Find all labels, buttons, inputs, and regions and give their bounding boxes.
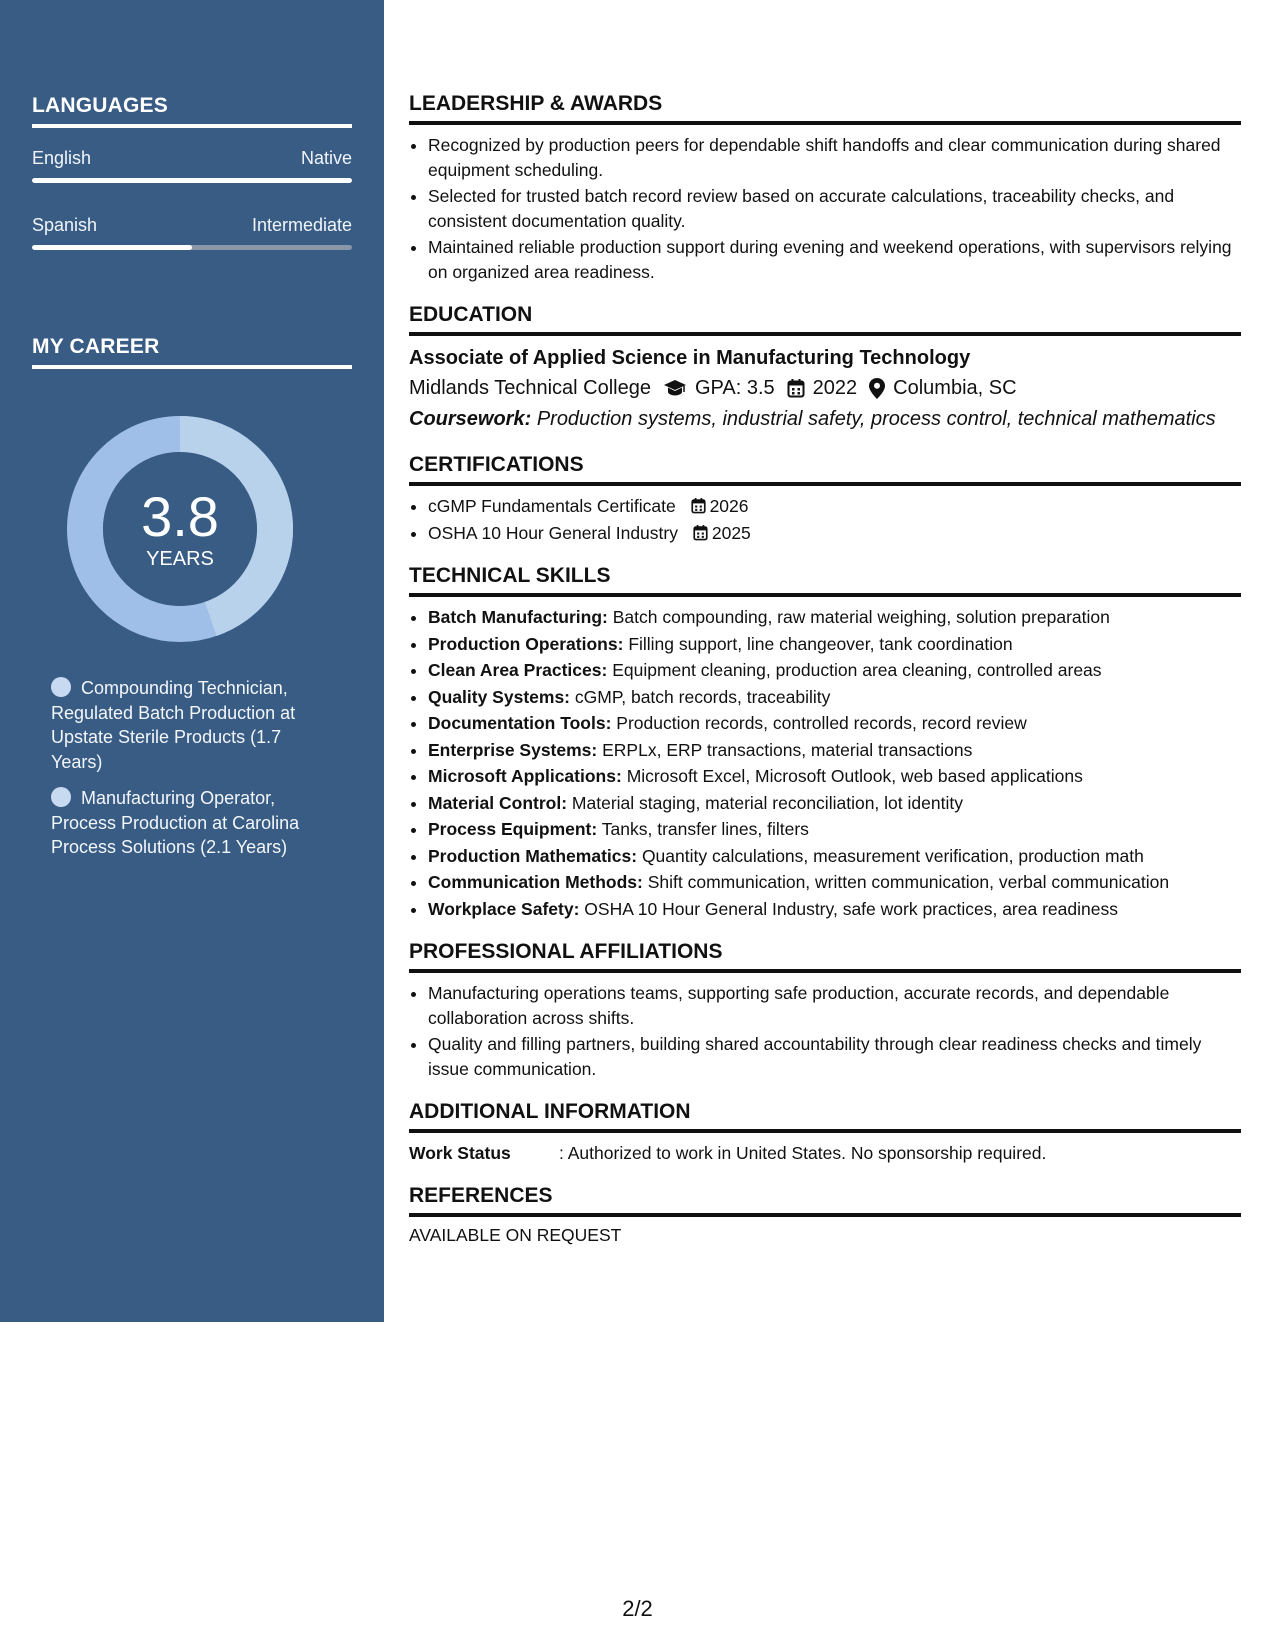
language-name: Spanish (32, 215, 98, 235)
skill-item (428, 632, 1241, 657)
certification-year: 2026 (709, 496, 749, 516)
education-details (409, 372, 1241, 404)
language-spanish (32, 215, 352, 250)
main-content (409, 92, 1241, 1265)
skill-item (428, 870, 1241, 895)
skill-value: Production records, controlled records, record review (616, 713, 1027, 733)
calendar-icon (693, 524, 708, 541)
skill-item (428, 791, 1241, 816)
graduation-cap-icon (663, 379, 687, 397)
calendar-icon (787, 378, 805, 398)
coursework-text: Production systems, industrial safety, process control, technical mathematics (536, 408, 1216, 430)
skill-item (428, 605, 1241, 630)
skill-item (428, 658, 1241, 683)
calendar-icon (691, 497, 706, 514)
skill-value: Material staging, material reconciliation, lot identity (571, 792, 963, 813)
page-number: 2/2 (622, 1596, 653, 1621)
school-name: Midlands Technical College (409, 377, 651, 399)
language-bar-fill (32, 245, 192, 250)
references-text: AVAILABLE ON REQUEST (409, 1225, 622, 1245)
graduation-year: 2022 (812, 377, 858, 399)
additional-section (409, 1100, 1241, 1165)
language-level: Intermediate (251, 215, 352, 235)
skill-value: Batch compounding, raw material weighing, solution preparation (612, 607, 1110, 627)
leadership-heading: LEADERSHIP & AWARDS (409, 92, 1241, 125)
skill-label: Quality Systems: (428, 686, 570, 707)
work-status-row (409, 1141, 1241, 1165)
education-section (409, 303, 1241, 434)
skills-section (409, 564, 1241, 921)
career-unit: YEARS (146, 547, 214, 570)
language-bar (32, 178, 352, 183)
skill-label: Communication Methods: (428, 872, 643, 892)
certification-year: 2025 (711, 522, 751, 543)
references-heading: REFERENCES (409, 1184, 1241, 1217)
skill-item (428, 844, 1241, 869)
languages-section (32, 94, 352, 250)
certification-item (428, 494, 1241, 519)
skill-value: Shift communication, written communication, verbal communication (647, 872, 1170, 892)
languages-heading: LANGUAGES (32, 94, 352, 128)
skill-item (428, 685, 1241, 710)
career-heading: MY CAREER (32, 335, 352, 369)
certification-name: cGMP Fundamentals Certificate (428, 496, 676, 516)
skill-value: Equipment cleaning, production area cleaning, controlled areas (612, 660, 1102, 680)
language-level: Native (300, 148, 352, 168)
skill-item (428, 764, 1241, 789)
skills-heading: TECHNICAL SKILLS (409, 564, 1241, 597)
language-name: English (32, 148, 92, 168)
career-item-text: Compounding Technician, Regulated Batch Production at Upstate Sterile Products (1.7 Years) (51, 678, 296, 772)
skill-label: Production Mathematics: (428, 845, 638, 866)
affiliations-section (409, 940, 1241, 1081)
education-heading: EDUCATION (409, 303, 1241, 336)
sidebar (0, 0, 384, 1322)
donut-center (65, 414, 295, 644)
skill-value: Microsoft Excel, Microsoft Outlook, web based applications (626, 766, 1083, 786)
skill-label: Workplace Safety: (428, 898, 580, 919)
certification-name: OSHA 10 Hour General Industry (428, 522, 678, 543)
work-status-label: Work Status (409, 1143, 511, 1163)
list-item: • Selected for trusted batch record review based on accurate calculations, traceability checks, and consistent documentation quality. (428, 184, 1241, 233)
skill-value: Quantity calculations, measurement verification, production math (641, 845, 1144, 866)
career-item-text: Manufacturing Operator, Process Production at Carolina Process Solutions (2.1 Years) (51, 788, 300, 857)
skill-value: Tanks, transfer lines, filters (601, 819, 809, 839)
school-location: Columbia, SC (893, 377, 1017, 399)
certifications-heading: CERTIFICATIONS (409, 453, 1241, 486)
skill-label: Enterprise Systems: (428, 739, 598, 760)
references-section (409, 1184, 1241, 1246)
skill-item (428, 711, 1241, 736)
list-item: • Manufacturing operations teams, supporting safe production, accurate records, and dependable collaboration across shifts. (428, 981, 1241, 1030)
coursework-label: Coursework: (409, 408, 532, 430)
affiliations-heading: PROFESSIONAL AFFILIATIONS (409, 940, 1241, 973)
bullet-dot-icon (51, 677, 71, 697)
career-item (51, 676, 321, 774)
career-donut (65, 414, 295, 644)
skill-label: Microsoft Applications: (428, 766, 622, 786)
skill-label: Clean Area Practices: (428, 660, 608, 680)
career-section (32, 335, 352, 369)
skill-label: Batch Manufacturing: (428, 607, 608, 627)
work-status-value: : Authorized to work in United States. No sponsorship required. (559, 1143, 1047, 1163)
skill-label: Production Operations: (428, 633, 624, 654)
skill-value: OSHA 10 Hour General Industry, safe work practices, area readiness (584, 898, 1118, 919)
language-bar (32, 245, 352, 250)
additional-heading: ADDITIONAL INFORMATION (409, 1100, 1241, 1133)
degree: Associate of Applied Science in Manufacturing Technology (409, 347, 971, 369)
certification-item (428, 521, 1241, 546)
language-bar-fill (32, 178, 352, 183)
list-item: • Maintained reliable production support during evening and weekend operations, with supervisors relying on organized area readiness. (428, 235, 1241, 284)
skill-value: ERPLx, ERP transactions, material transactions (602, 739, 973, 760)
skill-label: Material Control: (428, 792, 568, 813)
leadership-section (409, 92, 1241, 284)
list-item: • Recognized by production peers for dependable shift handoffs and clear communication during shared equipment scheduling. (428, 133, 1241, 182)
skill-item (428, 897, 1241, 922)
coursework (409, 404, 1241, 434)
skill-label: Documentation Tools: (428, 713, 612, 733)
bullet-dot-icon (51, 787, 71, 807)
list-item: • Quality and filling partners, building shared accountability through clear readiness checks and timely issue communication. (428, 1032, 1241, 1081)
skill-item (428, 817, 1241, 842)
language-english (32, 148, 352, 183)
career-list (51, 676, 321, 872)
certifications-section (409, 453, 1241, 545)
skill-value: cGMP, batch records, traceability (574, 686, 831, 707)
gpa: GPA: 3.5 (695, 377, 775, 399)
skill-label: Process Equipment: (428, 819, 598, 839)
skill-value: Filling support, line changeover, tank coordination (628, 633, 1013, 654)
career-item (51, 786, 321, 860)
career-total: 3.8 (141, 484, 219, 548)
location-pin-icon (869, 378, 885, 399)
skill-item (428, 738, 1241, 763)
